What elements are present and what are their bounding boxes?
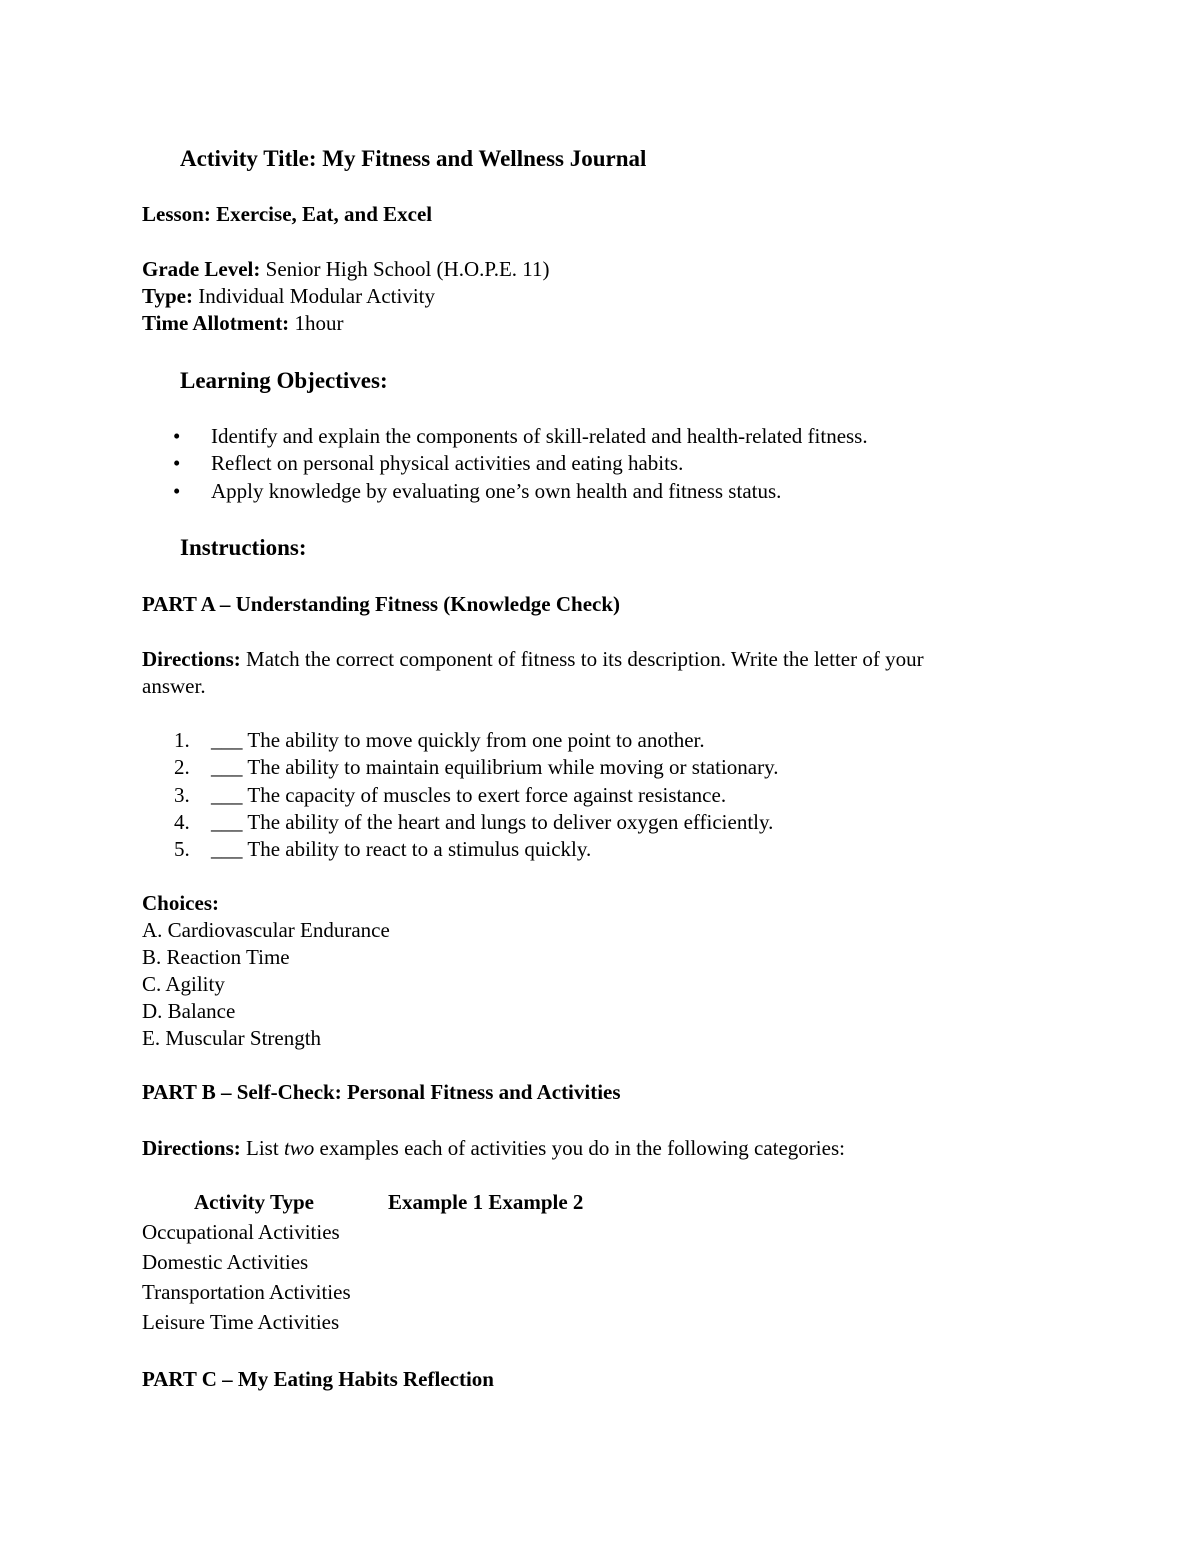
- bullet-icon: •: [173, 424, 181, 448]
- question-number: 5.: [174, 837, 190, 861]
- bullet-icon: •: [173, 451, 181, 475]
- activity-type-column-header: Activity Type: [194, 1190, 314, 1214]
- question-number: 4.: [174, 810, 190, 834]
- lesson-line: Lesson: Exercise, Eat, and Excel: [142, 202, 433, 226]
- objective-text: Apply knowledge by evaluating one’s own health and fitness status.: [211, 479, 782, 503]
- type-label: Type:: [142, 284, 193, 308]
- part-b-directions-emphasis: two: [283, 1136, 315, 1160]
- question-text: ___ The ability of the heart and lungs to deliver oxygen efficiently.: [211, 810, 774, 834]
- question-text: ___ The ability to move quickly from one point to another.: [211, 728, 705, 752]
- question-number: 3.: [174, 783, 190, 807]
- part-b-directions-pre: List: [240, 1136, 284, 1160]
- question-number: 2.: [174, 755, 190, 779]
- choice-item: C. Agility: [142, 972, 225, 996]
- part-a-directions-line2: answer.: [142, 674, 206, 698]
- part-a-heading: PART A – Understanding Fitness (Knowledge Check): [142, 592, 621, 616]
- learning-objectives-heading: Learning Objectives:: [180, 368, 388, 393]
- time-allotment-label: Time Allotment:: [142, 311, 290, 335]
- part-b-directions-label: Directions:: [142, 1136, 241, 1160]
- part-b-heading: PART B – Self-Check: Personal Fitness and Activities: [142, 1080, 621, 1104]
- question-text: ___ The capacity of muscles to exert force against resistance.: [211, 783, 727, 807]
- activity-title: Activity Title: My Fitness and Wellness Journal: [180, 146, 647, 171]
- part-a-directions-text: Match the correct component of fitness to its description. Write the letter of your: [240, 647, 924, 671]
- table-row: Occupational Activities: [142, 1220, 340, 1244]
- time-allotment-line: [142, 310, 343, 337]
- part-b-directions: [142, 1135, 845, 1162]
- type-value: Individual Modular Activity: [192, 284, 436, 308]
- part-b-directions-post: examples each of activities you do in the following categories:: [314, 1136, 845, 1160]
- table-row: Domestic Activities: [142, 1250, 309, 1274]
- time-allotment-value: 1hour: [289, 311, 344, 335]
- examples-column-header: Example 1 Example 2: [388, 1190, 584, 1214]
- table-row: Leisure Time Activities: [142, 1310, 340, 1334]
- part-c-heading: PART C – My Eating Habits Reflection: [142, 1367, 494, 1391]
- objective-text: Identify and explain the components of skill-related and health-related fitness.: [211, 424, 868, 448]
- choice-item: E. Muscular Strength: [142, 1026, 322, 1050]
- choice-item: D. Balance: [142, 999, 236, 1023]
- part-a-directions-line1: [142, 646, 924, 673]
- grade-level-line: [142, 256, 550, 283]
- table-row: Transportation Activities: [142, 1280, 351, 1304]
- choices-label: Choices:: [142, 891, 219, 915]
- bullet-icon: •: [173, 479, 181, 503]
- type-line: [142, 283, 435, 310]
- objective-text: Reflect on personal physical activities and eating habits.: [211, 451, 684, 475]
- question-number: 1.: [174, 728, 190, 752]
- grade-level-value: Senior High School (H.O.P.E. 11): [260, 257, 550, 281]
- part-a-directions-label: Directions:: [142, 647, 241, 671]
- question-text: ___ The ability to maintain equilibrium while moving or stationary.: [211, 755, 779, 779]
- instructions-heading: Instructions:: [180, 535, 307, 560]
- choice-item: A. Cardiovascular Endurance: [142, 918, 390, 942]
- choice-item: B. Reaction Time: [142, 945, 290, 969]
- question-text: ___ The ability to react to a stimulus quickly.: [211, 837, 592, 861]
- grade-level-label: Grade Level:: [142, 257, 261, 281]
